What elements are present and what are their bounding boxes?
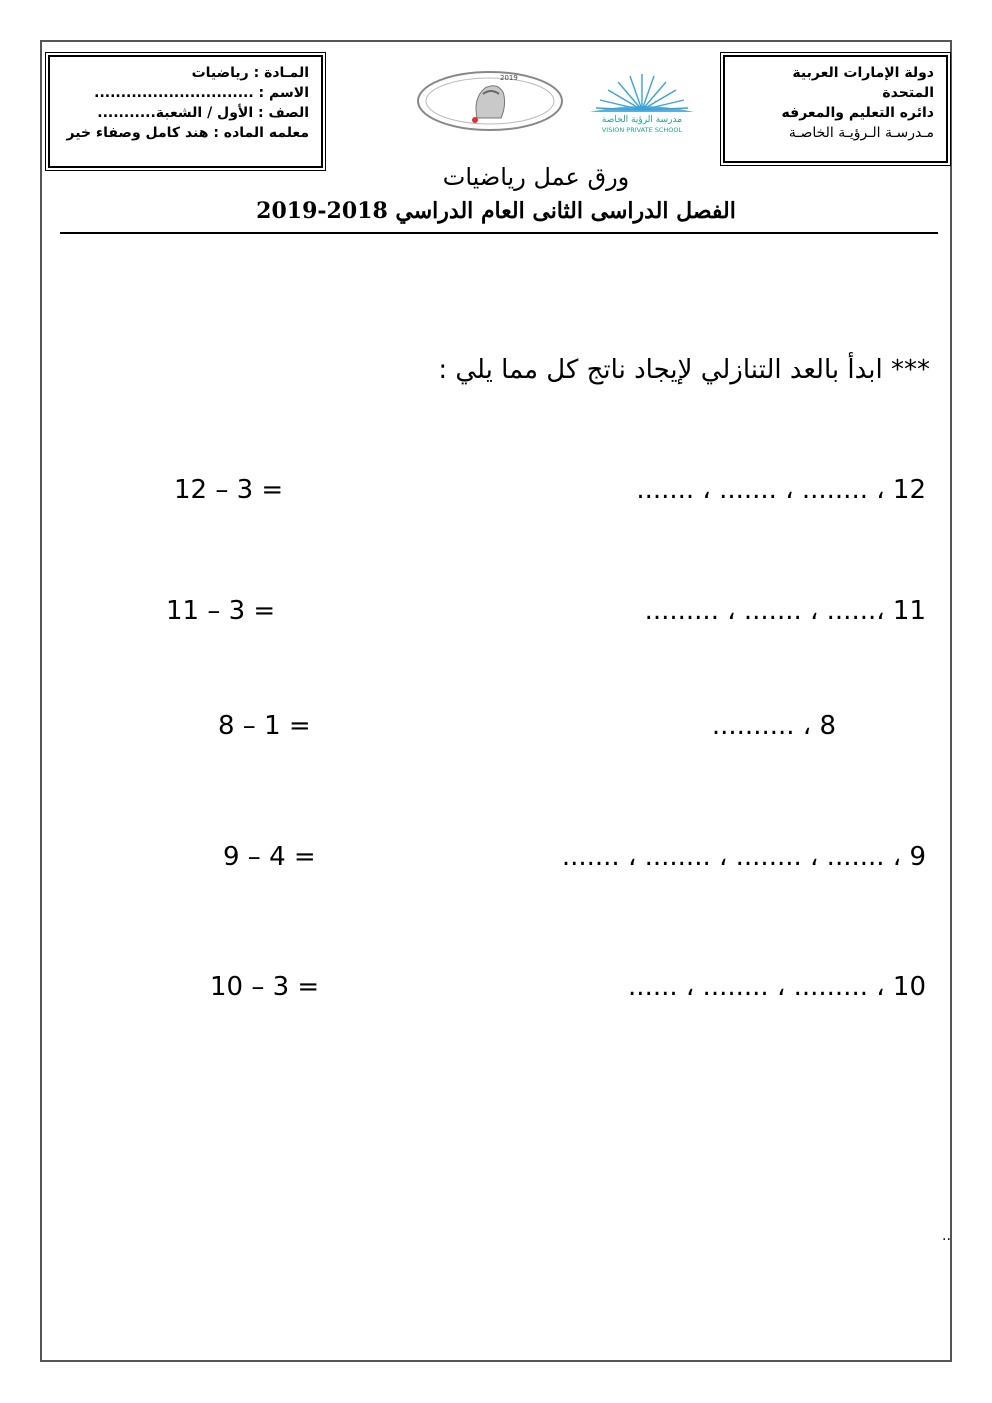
equation-4: 9 – 4 = <box>223 842 316 872</box>
school-info-box <box>723 55 948 163</box>
count-sequence-2: 11 ،...... ، ....... ، ......... <box>644 596 926 626</box>
instruction-text: *** ابدأ بالعد التنازلي لإيجاد ناتج كل مما يلي : <box>438 355 930 385</box>
subject-line: المـادة : رياضيات <box>191 65 309 81</box>
department-line: دائره التعليم والمعرفه <box>781 105 934 121</box>
count-sequence-1: 12 ، ........ ، ....... ، ....... <box>636 475 926 505</box>
count-sequence-4: 9 ، ....... ، ........ ، ........ ، ....... <box>561 842 926 872</box>
seal-year: 2019 <box>500 74 518 82</box>
grade-line: الصف : الأول / الشعبة........... <box>97 105 309 121</box>
country-line-1: دولة الإمارات العربية <box>792 65 934 81</box>
student-info-box <box>48 55 323 168</box>
equation-3: 8 – 1 = <box>218 711 311 741</box>
worksheet-title: ورق عمل رياضيات <box>442 163 630 191</box>
equation-1: 12 – 3 = <box>174 475 284 505</box>
vision-school-logo <box>570 70 715 136</box>
semester-subtitle: الفصل الدراسى الثانى العام الدراسي 2018-2019 <box>256 198 736 224</box>
equation-2: 11 – 3 = <box>166 596 276 626</box>
name-line: الاسم : .............................. <box>94 85 309 101</box>
country-line-2: المتحدة <box>882 85 934 101</box>
header-divider <box>60 232 938 234</box>
equation-5: 10 – 3 = <box>210 972 320 1002</box>
school-name-line: مـدرسـة الـرؤيـة الخاصـة <box>788 125 934 141</box>
vision-english-name: VISION PRIVATE SCHOOL <box>601 126 683 134</box>
vision-arabic-name: مدرسة الرؤية الخاصة <box>601 115 683 125</box>
page-border <box>40 40 952 1362</box>
count-sequence-3: 8 ، .......... <box>711 711 836 741</box>
stray-dots: .. <box>942 1228 951 1244</box>
teacher-line: معلمه الماده : هند كامل وصفاء خير <box>66 125 309 141</box>
tolerance-seal-logo <box>415 70 565 132</box>
count-sequence-5: 10 ، ......... ، ........ ، ...... <box>628 972 926 1002</box>
